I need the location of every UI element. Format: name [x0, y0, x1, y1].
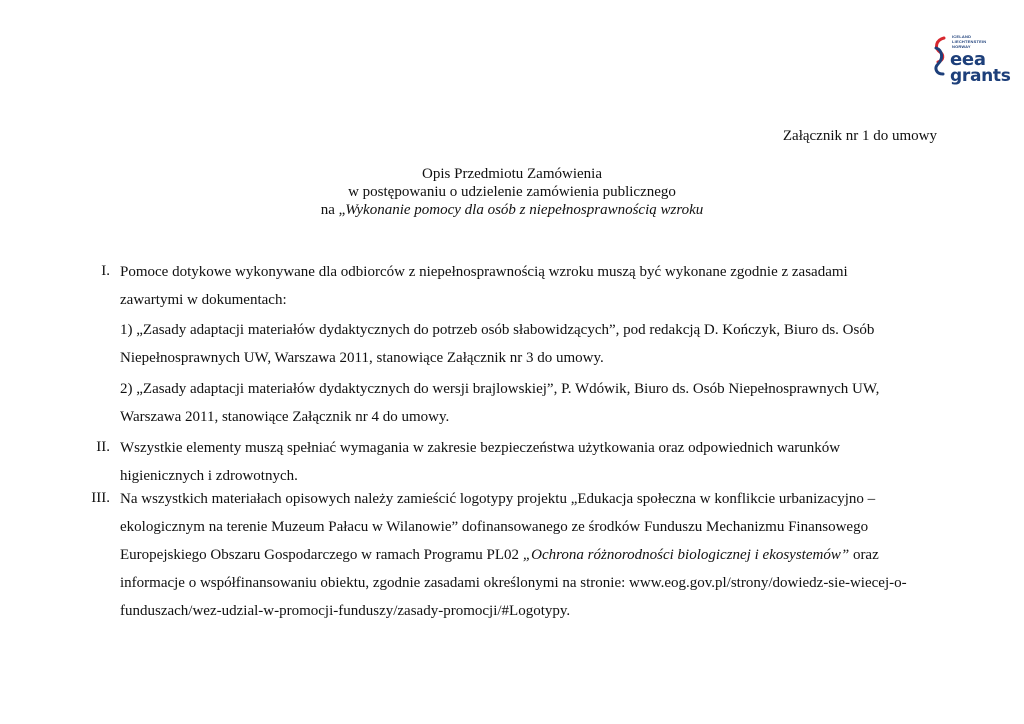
title-line-2: w postępowaniu o udzielenie zamówienia publicznego	[348, 184, 676, 200]
section-1-subitem-1: 1) „Zasady adaptacji materiałów dydaktycznych do potrzeb osób słabowidzących”, pod redakcją D. Kończyk, Biuro ds. Osób Niepełnosprawnych UW, Warszawa 2011, stanowiące Załącznik nr 3 do umowy.	[120, 322, 875, 366]
section-3-text	[120, 485, 910, 625]
section-2-text: Wszystkie elementy muszą spełniać wymagania w zakresie bezpieczeństwa użytkowania oraz odpowiednich warunków higienicznych i zdrowotnych.	[120, 440, 841, 484]
section-1-text: Pomoce dotykowe wykonywane dla odbiorców z niepełnosprawnością wzroku muszą być wykonane zgodnie z zasadami zawartymi w dokumentach:	[120, 264, 848, 308]
title-line-1: Opis Przedmiotu Zamówienia	[422, 166, 602, 182]
logo-country-iceland: ICELAND	[952, 34, 972, 39]
eea-grants-mark-icon	[930, 34, 950, 78]
section-1-number: I.	[101, 263, 110, 279]
section-3-text-b: oraz informacje o współfinansowaniu obiektu, zgodnie zasadami określonymi na stronie: www.eog.gov.pl/strony/dowiedz-sie-wiecej-o-funduszach/wez-udzial-w-promocji-funduszy/zasady-promocji/#Logotypy.	[120, 547, 907, 619]
section-1-subitem-2: 2) „Zasady adaptacji materiałów dydaktycznych do wersji brajlowskiej”, P. Wdówik, Biuro ds. Osób Niepełnosprawnych UW, Warszawa 2011, stanowiące Załącznik nr 4 do umowy.	[120, 381, 880, 425]
section-3-text-a: Na wszystkich materiałach opisowych należy zamieścić logotypy projektu „Edukacja społeczna w konflikcie urbanizacyjno – ekologicznym na terenie Muzeum Pałacu w Wilanowie” dofinansowanego ze środków Funduszu Mechanizmu Finansowego Europejskiego Obszaru Gospodarczego w ramach Programu PL02	[120, 491, 876, 563]
title-line-3-prefix: na „	[320, 202, 346, 218]
title-line-3-italic: Wykonanie pomocy dla osób z niepełnosprawnością wzroku	[345, 202, 704, 218]
logo-country-norway: NORWAY	[952, 44, 971, 49]
logo-word-eea: eea	[950, 49, 986, 70]
document-title	[0, 165, 1024, 219]
title-line-3	[0, 201, 1024, 219]
eea-grants-logo	[924, 26, 1011, 90]
annex-label: Załącznik nr 1 do umowy	[782, 128, 937, 144]
logo-word-grants: grants	[950, 66, 1011, 86]
logo-country-liechtenstein: LIECHTENSTEIN	[952, 39, 987, 44]
logo-countries	[952, 34, 986, 49]
section-3-programme-name: „Ochrona różnorodności biologicznej i ekosystemów”	[522, 547, 850, 563]
section-2-number: II.	[96, 439, 110, 455]
section-3-number: III.	[91, 490, 110, 506]
